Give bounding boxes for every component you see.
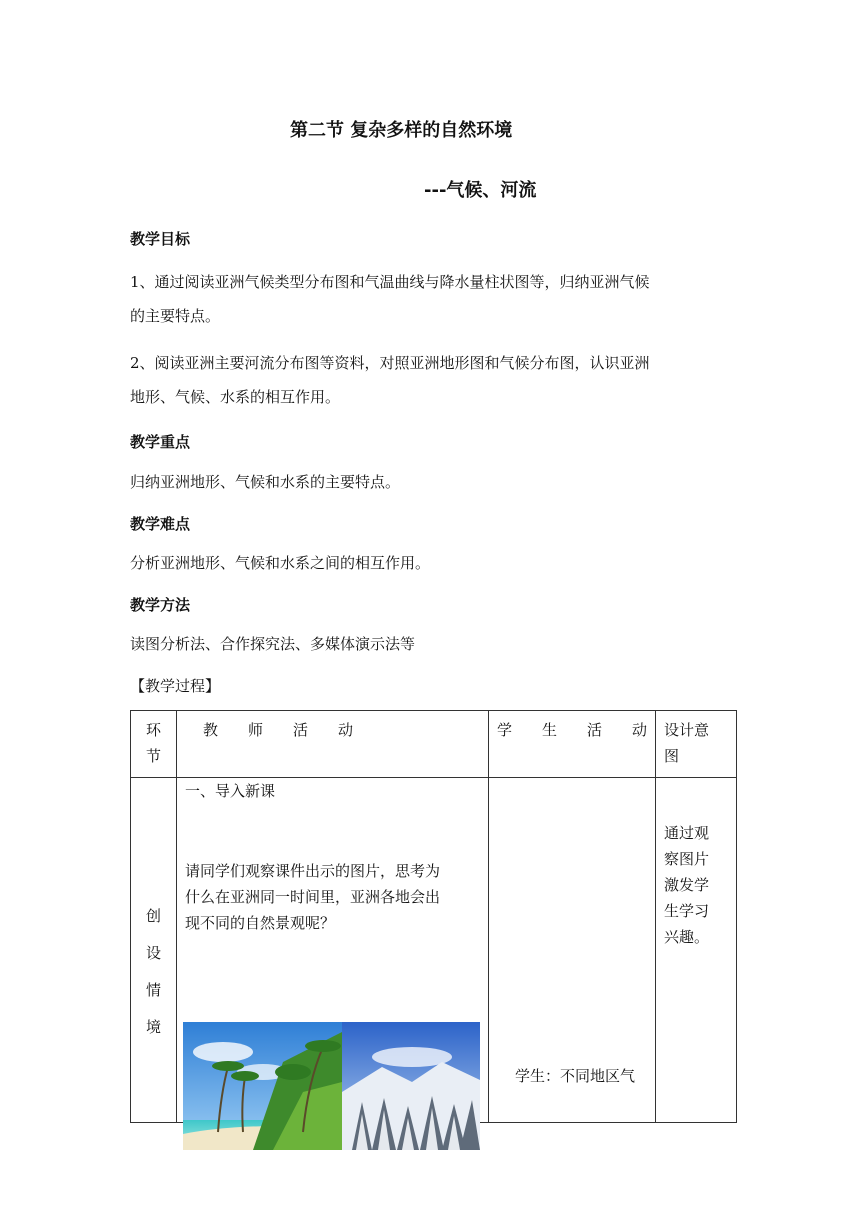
method-heading: 教学方法	[130, 596, 191, 614]
design-intent-cell: 通过观 察图片 激发学 生学习 兴趣。	[656, 778, 737, 1123]
goal1-line1: 1、通过阅读亚洲气候类型分布图和气温曲线与降水量柱状图等，归纳亚洲气候	[130, 273, 650, 291]
key-text: 归纳亚洲地形、气候和水系的主要特点。	[130, 473, 401, 491]
snowy-forest-image	[342, 1022, 480, 1150]
student-activity-cell	[489, 778, 656, 1123]
goal2-line2: 地形、气候、水系的相互作用。	[130, 388, 341, 406]
difficulty-heading: 教学难点	[130, 515, 191, 533]
key-heading: 教学重点	[130, 433, 191, 451]
table-row	[131, 778, 737, 1123]
page-subtitle: ---气候、河流	[424, 180, 537, 201]
stage-cell: 创 设 情 境	[131, 778, 177, 1123]
header-stage: 环 节	[131, 711, 177, 778]
intro-question: 请同学们观察课件出示的图片，思考为 什么在亚洲同一时间里，亚洲各地会出 现不同的自然景观呢？	[185, 862, 441, 932]
process-heading: 【教学过程】	[130, 677, 221, 695]
page-title: 第二节 复杂多样的自然环境	[290, 120, 513, 141]
student-response: 学生：不同地区气	[515, 1067, 636, 1085]
teaching-process-table	[130, 710, 737, 1123]
table-header-row	[131, 711, 737, 778]
intro-title: 一、导入新课	[185, 782, 276, 800]
teacher-activity-cell	[177, 778, 489, 1123]
header-design-intent: 设计意 图	[656, 711, 737, 778]
method-text: 读图分析法、合作探究法、多媒体演示法等	[130, 635, 416, 653]
tropical-beach-image	[183, 1022, 342, 1150]
goal-heading: 教学目标	[130, 230, 191, 248]
goal1-line2: 的主要特点。	[130, 307, 221, 325]
goal2-line1: 2、阅读亚洲主要河流分布图等资料，对照亚洲地形图和气候分布图，认识亚洲	[130, 354, 650, 372]
difficulty-text: 分析亚洲地形、气候和水系之间的相互作用。	[130, 554, 431, 572]
header-student-activity: 学 生 活 动	[489, 711, 656, 778]
header-teacher-activity: 教 师 活 动	[177, 711, 489, 778]
